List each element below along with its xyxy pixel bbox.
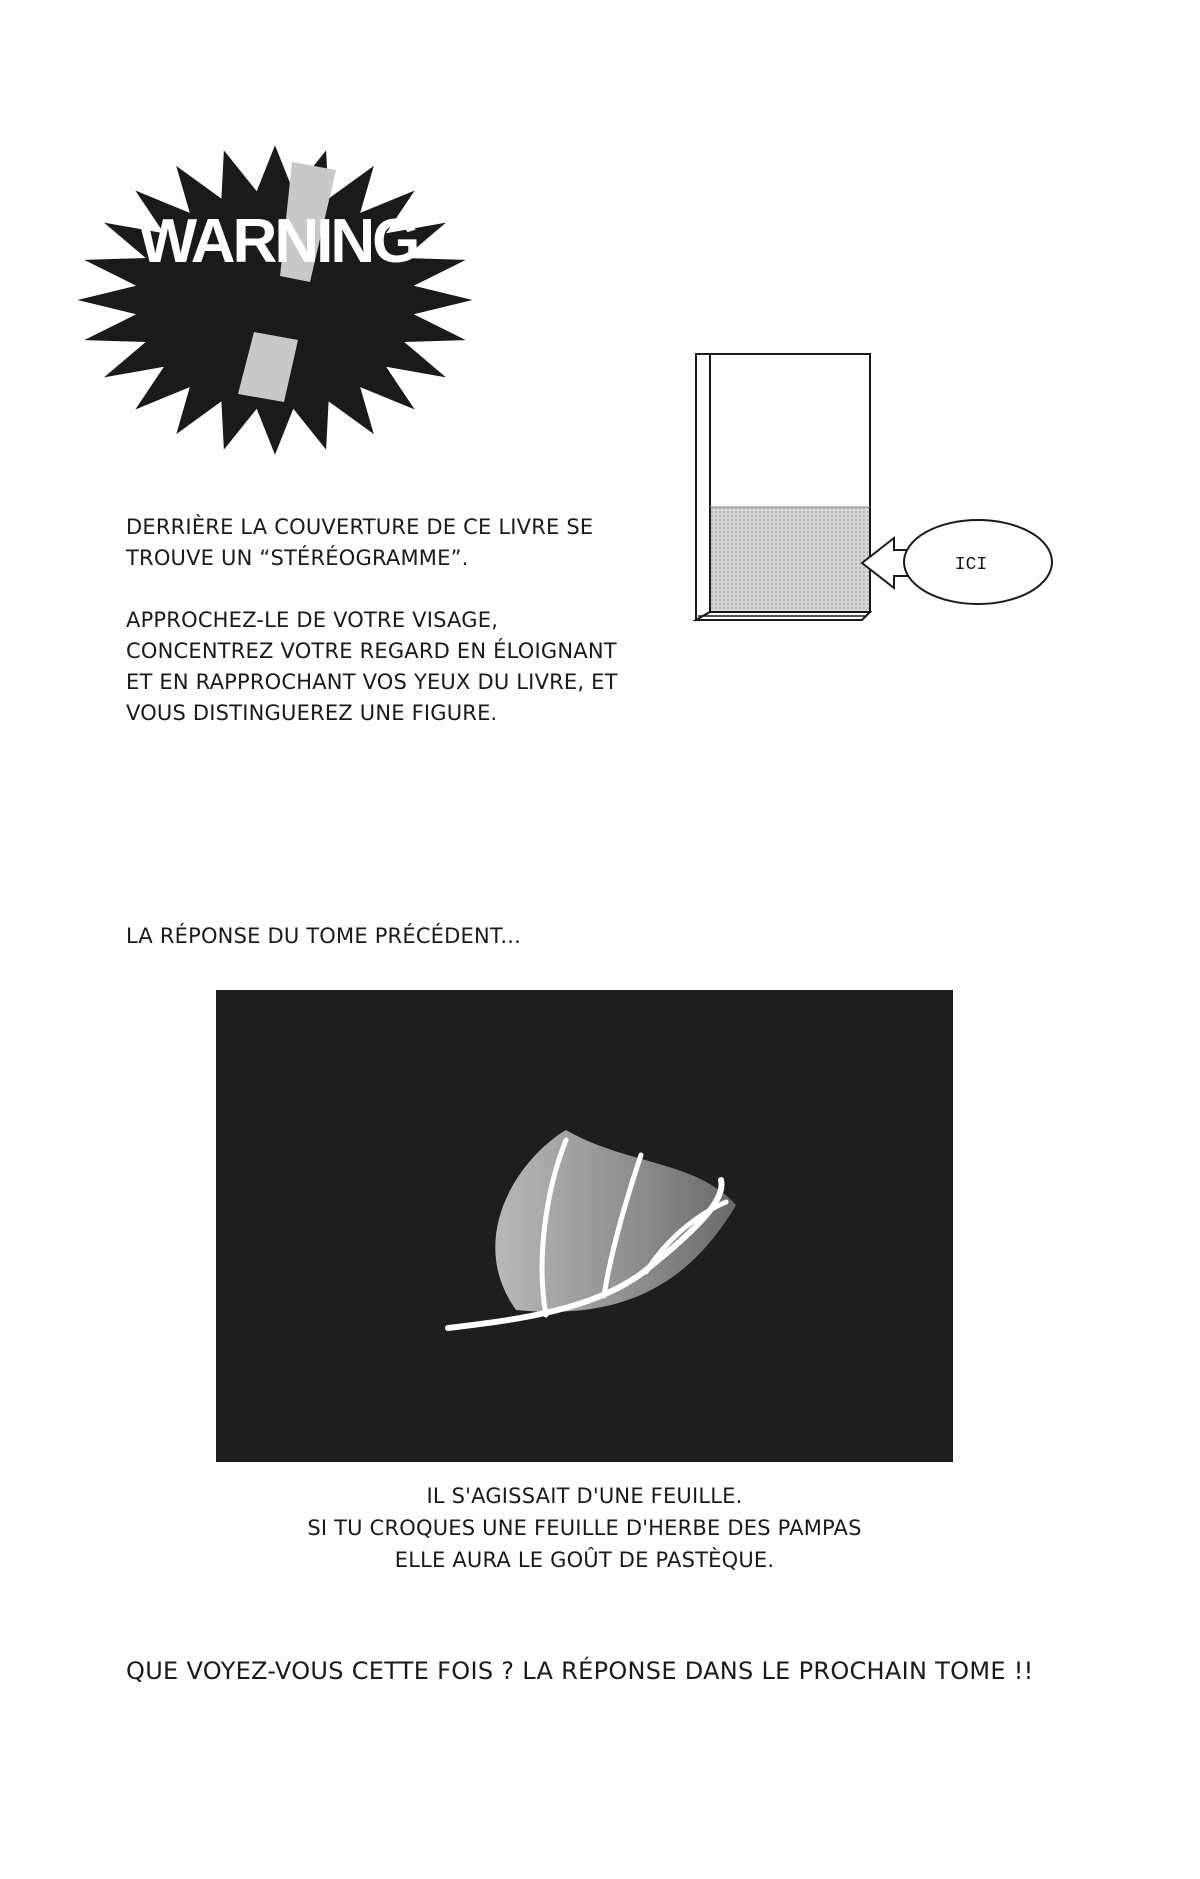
caption-line: SI TU CROQUES UNE FEUILLE D'HERBE DES PAMPAS: [307, 1516, 862, 1540]
intro-paragraph-2: APPROCHEZ-LE DE VOTRE VISAGE, CONCENTREZ VOTRE REGARD EN ÉLOIGNANT ET EN RAPPROCHANT VOS YEUX DU LIVRE, ET VOUS DISTINGUEREZ UNE FIGURE.: [126, 608, 618, 725]
warning-starburst-icon: [70, 140, 490, 470]
callout-label: ICI: [954, 555, 988, 575]
intro-paragraph-1: DERRIÈRE LA COUVERTURE DE CE LIVRE SE TROUVE UN “STÉRÉOGRAMME”.: [126, 515, 594, 570]
answer-caption: [216, 1480, 953, 1576]
leaf-icon: [448, 1130, 736, 1328]
caption-line: IL S'AGISSAIT D'UNE FEUILLE.: [426, 1484, 743, 1508]
book-icon: [696, 354, 870, 620]
warning-badge: [70, 140, 490, 470]
previous-answer-label: LA RÉPONSE DU TOME PRÉCÉDENT...: [126, 924, 522, 948]
caption-line: ELLE AURA LE GOÛT DE PASTÈQUE.: [394, 1548, 775, 1572]
intro-text: [126, 512, 646, 760]
answer-image: [216, 990, 953, 1462]
warning-label: WARNING: [138, 207, 418, 276]
final-question: QUE VOYEZ-VOUS CETTE FOIS ? LA RÉPONSE DANS LE PROCHAIN TOME !!: [126, 1657, 1034, 1685]
book-diagram: [690, 350, 1070, 630]
